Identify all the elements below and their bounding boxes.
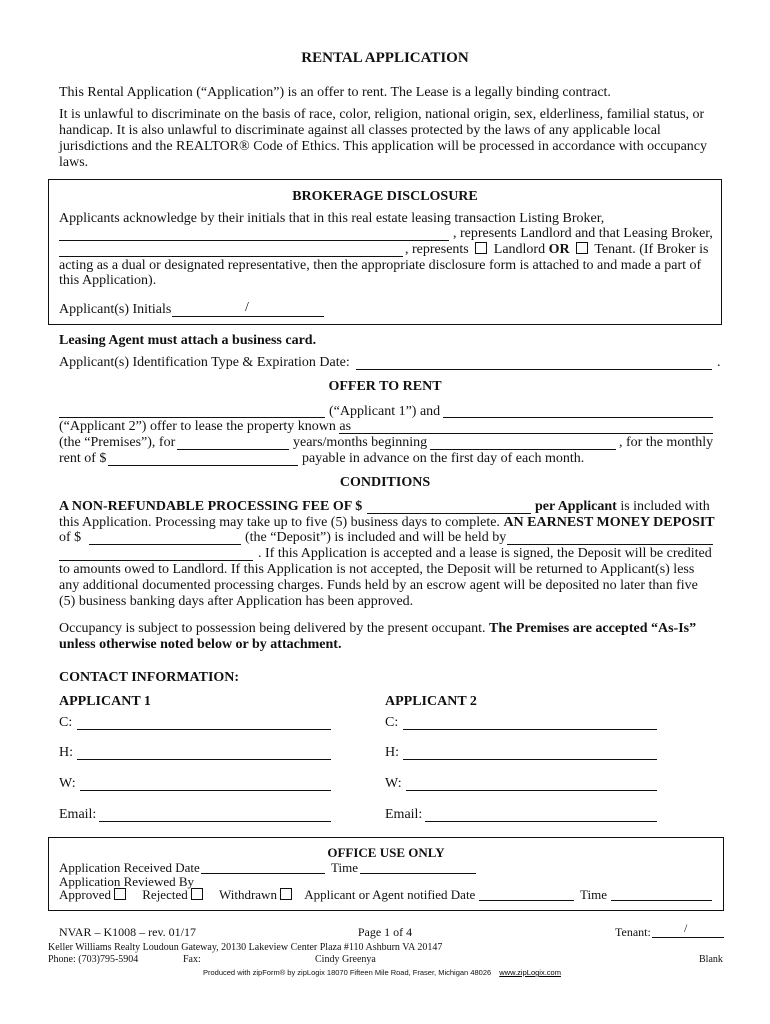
- tenant-initials-field[interactable]: [652, 937, 724, 938]
- offer-text: (the “Premises”), for: [59, 435, 176, 450]
- deposit-amount-field[interactable]: [89, 544, 241, 545]
- landlord-label: Landlord: [493, 242, 546, 257]
- conditions-text: (5) business banking days after Application has been approved.: [59, 594, 414, 609]
- offer-text: years/months beginning: [293, 435, 428, 450]
- brokerage-address: Keller Williams Realty Loudoun Gateway, 20130 Lakeview Center Plaza #110 Ashburn VA 20147: [48, 942, 443, 953]
- approved-label: Approved: [59, 887, 111, 902]
- form-id: NVAR – K1008 – rev. 01/17: [59, 925, 196, 939]
- discrimination-line: laws.: [59, 155, 89, 170]
- tenant-label: Tenant. (If Broker is: [594, 242, 709, 257]
- rejected-label: Rejected: [142, 887, 188, 902]
- offer-text: (“Applicant 2”) offer to lease the property known as: [59, 419, 352, 434]
- offer-heading: OFFER TO RENT: [328, 379, 442, 394]
- applicant2-cell-field[interactable]: [403, 729, 657, 730]
- fee-label: A NON-REFUNDABLE PROCESSING FEE OF $: [59, 499, 363, 514]
- fax-label: Fax:: [183, 954, 201, 965]
- deposit-text: (the “Deposit”) is included and will be held by: [245, 530, 507, 545]
- listing-broker-field[interactable]: [59, 240, 449, 241]
- term-field[interactable]: [177, 449, 289, 450]
- received-label: Application Received Date: [59, 860, 200, 875]
- landlord-checkbox[interactable]: [475, 242, 487, 254]
- contact-heading: CONTACT INFORMATION:: [59, 670, 240, 685]
- time-label: Time: [331, 860, 358, 875]
- conditions-text: . If this Application is accepted and a lease is signed, the Deposit will be credited: [258, 546, 712, 561]
- id-period: .: [717, 355, 721, 370]
- of-dollar-label: of $: [59, 530, 82, 545]
- discrimination-line: jurisdictions and the REALTOR® Code of Ethics. This application will be processed in accordance with occupancy: [59, 139, 708, 154]
- email-label: Email:: [385, 807, 423, 822]
- initials-label: Applicant(s) Initials: [59, 302, 172, 317]
- conditions-text: any additional documented processing charges. Funds held by an escrow agent will be deposited no later than five: [59, 578, 698, 593]
- notified-label: Applicant or Agent notified Date: [304, 887, 476, 902]
- beginning-date-field[interactable]: [430, 449, 616, 450]
- received-time-field[interactable]: [360, 873, 476, 874]
- applicant1-cell-field[interactable]: [77, 729, 331, 730]
- earnest-label: AN EARNEST MONEY DEPOSIT: [503, 515, 715, 530]
- leasing-agent-note: Leasing Agent must attach a business card.: [59, 333, 317, 348]
- offer-text: payable in advance on the first day of each month.: [302, 451, 585, 466]
- applicant1-work-field[interactable]: [80, 790, 331, 791]
- applicant1-home-field[interactable]: [77, 759, 331, 760]
- received-date-field[interactable]: [201, 873, 325, 874]
- home-label: H:: [385, 745, 399, 760]
- applicant1-name-field[interactable]: [59, 417, 325, 418]
- id-label: Applicant(s) Identification Type & Expiration Date:: [59, 355, 350, 370]
- approved-checkbox[interactable]: [114, 888, 126, 900]
- reviewed-label: Application Reviewed By: [59, 874, 195, 889]
- tenant-initials-label: Tenant:: [615, 925, 651, 939]
- fee-amount-field[interactable]: [367, 513, 531, 514]
- included-label: is included with: [620, 499, 710, 514]
- agent-name: Cindy Greenya: [315, 954, 376, 965]
- brokerage-line: this Application).: [59, 273, 157, 288]
- notified-date-field[interactable]: [479, 900, 574, 901]
- applicant2-email-field[interactable]: [425, 821, 657, 822]
- work-label: W:: [59, 776, 76, 791]
- tenant-checkbox[interactable]: [576, 242, 588, 254]
- applicant1-heading: APPLICANT 1: [59, 694, 151, 709]
- occupancy-text: Occupancy is subject to possession being delivered by the present occupant.: [59, 621, 486, 636]
- ziplogix-link[interactable]: www.zipLogix.com: [499, 968, 561, 977]
- offer-text: (“Applicant 1”) and: [329, 404, 441, 419]
- page-title: RENTAL APPLICATION: [301, 50, 469, 66]
- brokerage-line: acting as a dual or designated representative, then the appropriate disclosure form is attached to and made a part of: [59, 258, 702, 273]
- cell-label: C:: [59, 715, 73, 730]
- leasing-broker-field[interactable]: [59, 256, 403, 257]
- brokerage-heading: BROKERAGE DISCLOSURE: [292, 189, 478, 204]
- rejected-checkbox[interactable]: [191, 888, 203, 900]
- id-field[interactable]: [356, 369, 712, 370]
- withdrawn-label: Withdrawn: [218, 887, 277, 902]
- withdrawn-checkbox[interactable]: [280, 888, 292, 900]
- home-label: H:: [59, 745, 73, 760]
- time-label-2: Time: [580, 887, 607, 902]
- deposit-holder-field[interactable]: [507, 544, 713, 545]
- processing-text: this Application. Processing may take up to five (5) business days to complete.: [59, 515, 500, 530]
- offer-text: , for the monthly: [619, 435, 714, 450]
- discrimination-line: handicap. It is also unlawful to discriminate against all classes protected by the laws of any applicable local: [59, 123, 661, 138]
- as-is-text: The Premises are accepted “As-Is”: [489, 621, 697, 636]
- brokerage-line: [405, 242, 708, 258]
- applicant2-home-field[interactable]: [403, 759, 657, 760]
- conditions-text: to amounts owed to Landlord. If this Application is not accepted, the Deposit will be returned to Applicant(s) less: [59, 562, 695, 577]
- applicant2-name-field[interactable]: [443, 417, 713, 418]
- phone-number: Phone: (703)795-5904: [48, 954, 139, 965]
- blank-label: Blank: [699, 954, 723, 965]
- conditions-heading: CONDITIONS: [339, 475, 431, 490]
- deposit-holder-field-2[interactable]: [59, 560, 253, 561]
- initials-field[interactable]: [172, 316, 324, 317]
- email-label: Email:: [59, 807, 97, 822]
- property-field[interactable]: [339, 433, 713, 434]
- represents-label: , represents: [405, 242, 469, 257]
- office-heading: OFFICE USE ONLY: [327, 845, 445, 860]
- per-applicant-label: per Applicant: [535, 499, 617, 514]
- initials-slash: /: [245, 300, 249, 315]
- notified-time-field[interactable]: [611, 900, 712, 901]
- brokerage-line: Applicants acknowledge by their initials that in this real estate leasing transaction Listing Broker,: [59, 211, 605, 226]
- rent-amount-field[interactable]: [108, 465, 298, 466]
- work-label: W:: [385, 776, 402, 791]
- cell-label: C:: [385, 715, 399, 730]
- applicant2-work-field[interactable]: [406, 790, 657, 791]
- intro-text: This Rental Application (“Application”) is an offer to rent. The Lease is a legally binding contract.: [59, 85, 611, 100]
- or-label: OR: [548, 242, 570, 257]
- discrimination-line: It is unlawful to discriminate on the basis of race, color, religion, national origin, sex, elderliness, familial status, or: [59, 107, 705, 122]
- unless-text: unless otherwise noted below or by attachment.: [59, 637, 342, 652]
- applicant2-heading: APPLICANT 2: [385, 694, 477, 709]
- offer-text: rent of $: [59, 451, 107, 466]
- applicant1-email-field[interactable]: [99, 821, 331, 822]
- tenant-slash: /: [684, 921, 688, 935]
- brokerage-line: , represents Landlord and that Leasing Broker,: [453, 226, 713, 241]
- page-number: Page 1 of 4: [357, 925, 413, 939]
- produced-text: Produced with zipForm® by zipLogix 18070 Fifteen Mile Road, Fraser, Michigan 48026: [203, 968, 492, 977]
